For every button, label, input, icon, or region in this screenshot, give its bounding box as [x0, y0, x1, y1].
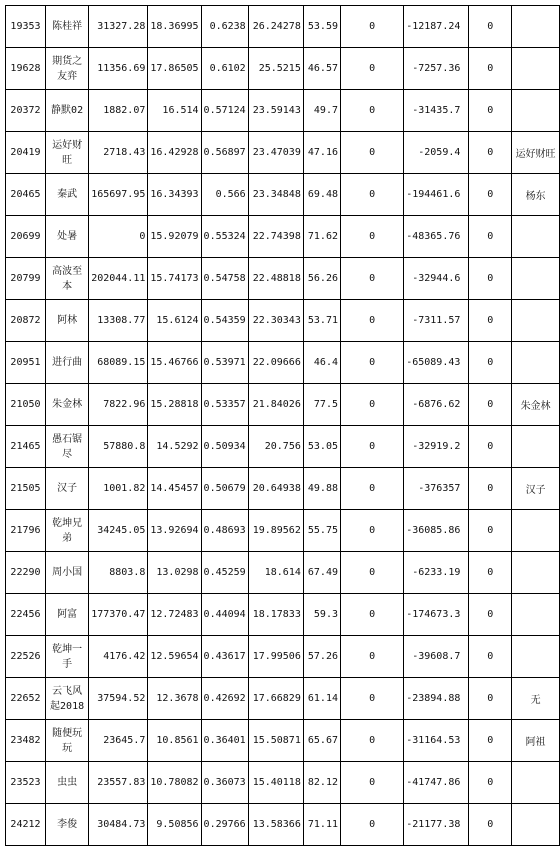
name-cell: 期货之友弈 — [45, 48, 88, 90]
percent-cell: 71.11 — [303, 804, 340, 846]
balance-cell: -376357 — [404, 468, 469, 510]
note-cell: 阿祖 — [512, 720, 560, 762]
percent-cell: 71.62 — [303, 216, 340, 258]
ratio-b-cell: 0.566 — [201, 174, 248, 216]
zero-b-cell: 0 — [469, 342, 512, 384]
zero-b-cell: 0 — [469, 636, 512, 678]
value-cell: 4176.42 — [89, 636, 148, 678]
value-cell: 11356.69 — [89, 48, 148, 90]
note-cell — [512, 216, 560, 258]
ratio-a-cell: 15.28818 — [148, 384, 201, 426]
value-cell: 8803.8 — [89, 552, 148, 594]
table-row — [6, 216, 560, 258]
ratio-b-cell: 0.29766 — [201, 804, 248, 846]
table-row — [6, 174, 560, 216]
ratio-c-cell: 23.47039 — [248, 132, 303, 174]
ratio-c-cell: 19.89562 — [248, 510, 303, 552]
id-cell: 21796 — [6, 510, 46, 552]
value-cell: 68089.15 — [89, 342, 148, 384]
balance-cell: -31164.53 — [404, 720, 469, 762]
percent-cell: 59.3 — [303, 594, 340, 636]
table-row — [6, 720, 560, 762]
id-cell: 21505 — [6, 468, 46, 510]
zero-b-cell: 0 — [469, 300, 512, 342]
percent-cell: 77.5 — [303, 384, 340, 426]
balance-cell: -23894.88 — [404, 678, 469, 720]
value-cell: 13308.77 — [89, 300, 148, 342]
value-cell: 34245.05 — [89, 510, 148, 552]
zero-a-cell: 0 — [341, 132, 404, 174]
zero-a-cell: 0 — [341, 384, 404, 426]
ratio-b-cell: 0.42692 — [201, 678, 248, 720]
zero-b-cell: 0 — [469, 720, 512, 762]
id-cell: 20872 — [6, 300, 46, 342]
value-cell: 202044.11 — [89, 258, 148, 300]
zero-a-cell: 0 — [341, 720, 404, 762]
percent-cell: 65.67 — [303, 720, 340, 762]
zero-a-cell: 0 — [341, 552, 404, 594]
name-cell: 虫虫 — [45, 762, 88, 804]
zero-a-cell: 0 — [341, 510, 404, 552]
percent-cell: 67.49 — [303, 552, 340, 594]
balance-cell: -36085.86 — [404, 510, 469, 552]
value-cell: 1001.82 — [89, 468, 148, 510]
ratio-b-cell: 0.6238 — [201, 6, 248, 48]
zero-b-cell: 0 — [469, 216, 512, 258]
balance-cell: -7257.36 — [404, 48, 469, 90]
note-cell: 运好财旺 — [512, 132, 560, 174]
zero-a-cell: 0 — [341, 468, 404, 510]
note-cell — [512, 804, 560, 846]
table-row — [6, 90, 560, 132]
table-row — [6, 6, 560, 48]
percent-cell: 47.16 — [303, 132, 340, 174]
value-cell: 37594.52 — [89, 678, 148, 720]
ratio-c-cell: 22.74398 — [248, 216, 303, 258]
balance-cell: -31435.7 — [404, 90, 469, 132]
zero-b-cell: 0 — [469, 258, 512, 300]
zero-b-cell: 0 — [469, 426, 512, 468]
ratio-b-cell: 0.50679 — [201, 468, 248, 510]
ratio-a-cell: 10.8561 — [148, 720, 201, 762]
balance-cell: -12187.24 — [404, 6, 469, 48]
balance-cell: -6876.62 — [404, 384, 469, 426]
value-cell: 165697.95 — [89, 174, 148, 216]
zero-b-cell: 0 — [469, 6, 512, 48]
id-cell: 19353 — [6, 6, 46, 48]
name-cell: 处暑 — [45, 216, 88, 258]
percent-cell: 46.57 — [303, 48, 340, 90]
note-cell — [512, 48, 560, 90]
ratio-c-cell: 15.50871 — [248, 720, 303, 762]
ratio-a-cell: 15.46766 — [148, 342, 201, 384]
value-cell: 7822.96 — [89, 384, 148, 426]
balance-cell: -194461.6 — [404, 174, 469, 216]
table-row — [6, 258, 560, 300]
ratio-c-cell: 26.24278 — [248, 6, 303, 48]
balance-cell: -65089.43 — [404, 342, 469, 384]
value-cell: 2718.43 — [89, 132, 148, 174]
zero-b-cell: 0 — [469, 48, 512, 90]
ratio-c-cell: 20.756 — [248, 426, 303, 468]
value-cell: 1882.07 — [89, 90, 148, 132]
ratio-b-cell: 0.36401 — [201, 720, 248, 762]
id-cell: 22456 — [6, 594, 46, 636]
ratio-a-cell: 10.78082 — [148, 762, 201, 804]
value-cell: 31327.28 — [89, 6, 148, 48]
balance-cell: -32944.6 — [404, 258, 469, 300]
note-cell — [512, 426, 560, 468]
zero-a-cell: 0 — [341, 594, 404, 636]
value-cell: 57880.8 — [89, 426, 148, 468]
balance-cell: -21177.38 — [404, 804, 469, 846]
table-row — [6, 48, 560, 90]
name-cell: 愚石锯尽 — [45, 426, 88, 468]
name-cell: 汉子 — [45, 468, 88, 510]
zero-a-cell: 0 — [341, 90, 404, 132]
ratio-a-cell: 16.34393 — [148, 174, 201, 216]
ratio-a-cell: 16.514 — [148, 90, 201, 132]
ratio-a-cell: 14.5292 — [148, 426, 201, 468]
id-cell: 20372 — [6, 90, 46, 132]
zero-b-cell: 0 — [469, 132, 512, 174]
ratio-c-cell: 17.99506 — [248, 636, 303, 678]
id-cell: 19628 — [6, 48, 46, 90]
note-cell — [512, 594, 560, 636]
ratio-b-cell: 0.43617 — [201, 636, 248, 678]
name-cell: 运好财旺 — [45, 132, 88, 174]
ratio-b-cell: 0.44094 — [201, 594, 248, 636]
note-cell — [512, 510, 560, 552]
balance-cell: -7311.57 — [404, 300, 469, 342]
ratio-a-cell: 15.74173 — [148, 258, 201, 300]
id-cell: 23523 — [6, 762, 46, 804]
name-cell: 随便玩玩 — [45, 720, 88, 762]
ratio-b-cell: 0.36073 — [201, 762, 248, 804]
ratio-c-cell: 21.84026 — [248, 384, 303, 426]
ratio-c-cell: 23.34848 — [248, 174, 303, 216]
table-row — [6, 678, 560, 720]
ratio-c-cell: 22.30343 — [248, 300, 303, 342]
zero-b-cell: 0 — [469, 510, 512, 552]
zero-b-cell: 0 — [469, 552, 512, 594]
name-cell: 乾坤兄弟 — [45, 510, 88, 552]
name-cell: 高波至本 — [45, 258, 88, 300]
name-cell: 进行曲 — [45, 342, 88, 384]
percent-cell: 55.75 — [303, 510, 340, 552]
ratio-b-cell: 0.57124 — [201, 90, 248, 132]
balance-cell: -6233.19 — [404, 552, 469, 594]
table-row — [6, 342, 560, 384]
percent-cell: 49.88 — [303, 468, 340, 510]
ratio-a-cell: 13.0298 — [148, 552, 201, 594]
ratio-a-cell: 12.72483 — [148, 594, 201, 636]
zero-b-cell: 0 — [469, 804, 512, 846]
note-cell — [512, 258, 560, 300]
table-row — [6, 132, 560, 174]
zero-b-cell: 0 — [469, 762, 512, 804]
id-cell: 24212 — [6, 804, 46, 846]
table-row — [6, 552, 560, 594]
table-row — [6, 426, 560, 468]
ratio-a-cell: 12.59654 — [148, 636, 201, 678]
zero-a-cell: 0 — [341, 342, 404, 384]
name-cell: 朱金林 — [45, 384, 88, 426]
note-cell — [512, 762, 560, 804]
note-cell — [512, 90, 560, 132]
name-cell: 阿富 — [45, 594, 88, 636]
percent-cell: 61.14 — [303, 678, 340, 720]
id-cell: 22526 — [6, 636, 46, 678]
ratio-b-cell: 0.48693 — [201, 510, 248, 552]
ratio-c-cell: 25.5215 — [248, 48, 303, 90]
zero-a-cell: 0 — [341, 174, 404, 216]
value-cell: 30484.73 — [89, 804, 148, 846]
value-cell: 0 — [89, 216, 148, 258]
ratio-b-cell: 0.55324 — [201, 216, 248, 258]
ratio-b-cell: 0.45259 — [201, 552, 248, 594]
note-cell: 朱金林 — [512, 384, 560, 426]
percent-cell: 57.26 — [303, 636, 340, 678]
balance-cell: -2059.4 — [404, 132, 469, 174]
ratio-a-cell: 15.6124 — [148, 300, 201, 342]
ratio-c-cell: 23.59143 — [248, 90, 303, 132]
zero-b-cell: 0 — [469, 384, 512, 426]
zero-a-cell: 0 — [341, 762, 404, 804]
table-row — [6, 762, 560, 804]
ratio-b-cell: 0.53357 — [201, 384, 248, 426]
id-cell: 21465 — [6, 426, 46, 468]
balance-cell: -174673.3 — [404, 594, 469, 636]
ratio-b-cell: 0.53971 — [201, 342, 248, 384]
name-cell: 云飞风起2018 — [45, 678, 88, 720]
id-cell: 21050 — [6, 384, 46, 426]
name-cell: 静默02 — [45, 90, 88, 132]
ratio-a-cell: 14.45457 — [148, 468, 201, 510]
results-table — [5, 5, 560, 846]
zero-a-cell: 0 — [341, 6, 404, 48]
value-cell: 177370.47 — [89, 594, 148, 636]
ratio-b-cell: 0.54758 — [201, 258, 248, 300]
ratio-a-cell: 9.50856 — [148, 804, 201, 846]
id-cell: 22290 — [6, 552, 46, 594]
ratio-a-cell: 16.42928 — [148, 132, 201, 174]
note-cell — [512, 300, 560, 342]
percent-cell: 53.05 — [303, 426, 340, 468]
percent-cell: 46.4 — [303, 342, 340, 384]
ratio-a-cell: 15.92079 — [148, 216, 201, 258]
ratio-c-cell: 22.48818 — [248, 258, 303, 300]
percent-cell: 69.48 — [303, 174, 340, 216]
note-cell — [512, 6, 560, 48]
value-cell: 23557.83 — [89, 762, 148, 804]
zero-a-cell: 0 — [341, 678, 404, 720]
zero-a-cell: 0 — [341, 636, 404, 678]
id-cell: 20951 — [6, 342, 46, 384]
ratio-b-cell: 0.50934 — [201, 426, 248, 468]
percent-cell: 82.12 — [303, 762, 340, 804]
balance-cell: -32919.2 — [404, 426, 469, 468]
table-row — [6, 300, 560, 342]
name-cell: 秦武 — [45, 174, 88, 216]
ratio-a-cell: 17.86505 — [148, 48, 201, 90]
balance-cell: -48365.76 — [404, 216, 469, 258]
name-cell: 阿林 — [45, 300, 88, 342]
table-row — [6, 594, 560, 636]
table-row — [6, 468, 560, 510]
note-cell: 杨东 — [512, 174, 560, 216]
ratio-c-cell: 22.09666 — [248, 342, 303, 384]
balance-cell: -41747.86 — [404, 762, 469, 804]
ratio-a-cell: 12.3678 — [148, 678, 201, 720]
id-cell: 20419 — [6, 132, 46, 174]
id-cell: 20699 — [6, 216, 46, 258]
balance-cell: -39608.7 — [404, 636, 469, 678]
id-cell: 22652 — [6, 678, 46, 720]
zero-a-cell: 0 — [341, 426, 404, 468]
id-cell: 23482 — [6, 720, 46, 762]
table-row — [6, 384, 560, 426]
zero-a-cell: 0 — [341, 48, 404, 90]
ratio-a-cell: 18.36995 — [148, 6, 201, 48]
zero-a-cell: 0 — [341, 300, 404, 342]
zero-a-cell: 0 — [341, 216, 404, 258]
table-body — [6, 6, 560, 846]
ratio-c-cell: 20.64938 — [248, 468, 303, 510]
ratio-b-cell: 0.6102 — [201, 48, 248, 90]
note-cell — [512, 342, 560, 384]
percent-cell: 49.7 — [303, 90, 340, 132]
zero-b-cell: 0 — [469, 90, 512, 132]
zero-b-cell: 0 — [469, 174, 512, 216]
table-row — [6, 804, 560, 846]
percent-cell: 56.26 — [303, 258, 340, 300]
ratio-c-cell: 18.17833 — [248, 594, 303, 636]
zero-a-cell: 0 — [341, 804, 404, 846]
name-cell: 陈桂祥 — [45, 6, 88, 48]
percent-cell: 53.59 — [303, 6, 340, 48]
ratio-b-cell: 0.56897 — [201, 132, 248, 174]
note-cell — [512, 552, 560, 594]
ratio-c-cell: 15.40118 — [248, 762, 303, 804]
ratio-c-cell: 18.614 — [248, 552, 303, 594]
note-cell — [512, 636, 560, 678]
ratio-b-cell: 0.54359 — [201, 300, 248, 342]
value-cell: 23645.7 — [89, 720, 148, 762]
name-cell: 周小国 — [45, 552, 88, 594]
zero-a-cell: 0 — [341, 258, 404, 300]
ratio-a-cell: 13.92694 — [148, 510, 201, 552]
id-cell: 20799 — [6, 258, 46, 300]
note-cell: 汉子 — [512, 468, 560, 510]
table-row — [6, 636, 560, 678]
zero-b-cell: 0 — [469, 594, 512, 636]
note-cell: 无 — [512, 678, 560, 720]
id-cell: 20465 — [6, 174, 46, 216]
table-row — [6, 510, 560, 552]
name-cell: 李俊 — [45, 804, 88, 846]
ratio-c-cell: 17.66829 — [248, 678, 303, 720]
percent-cell: 53.71 — [303, 300, 340, 342]
zero-b-cell: 0 — [469, 678, 512, 720]
name-cell: 乾坤一手 — [45, 636, 88, 678]
ratio-c-cell: 13.58366 — [248, 804, 303, 846]
zero-b-cell: 0 — [469, 468, 512, 510]
